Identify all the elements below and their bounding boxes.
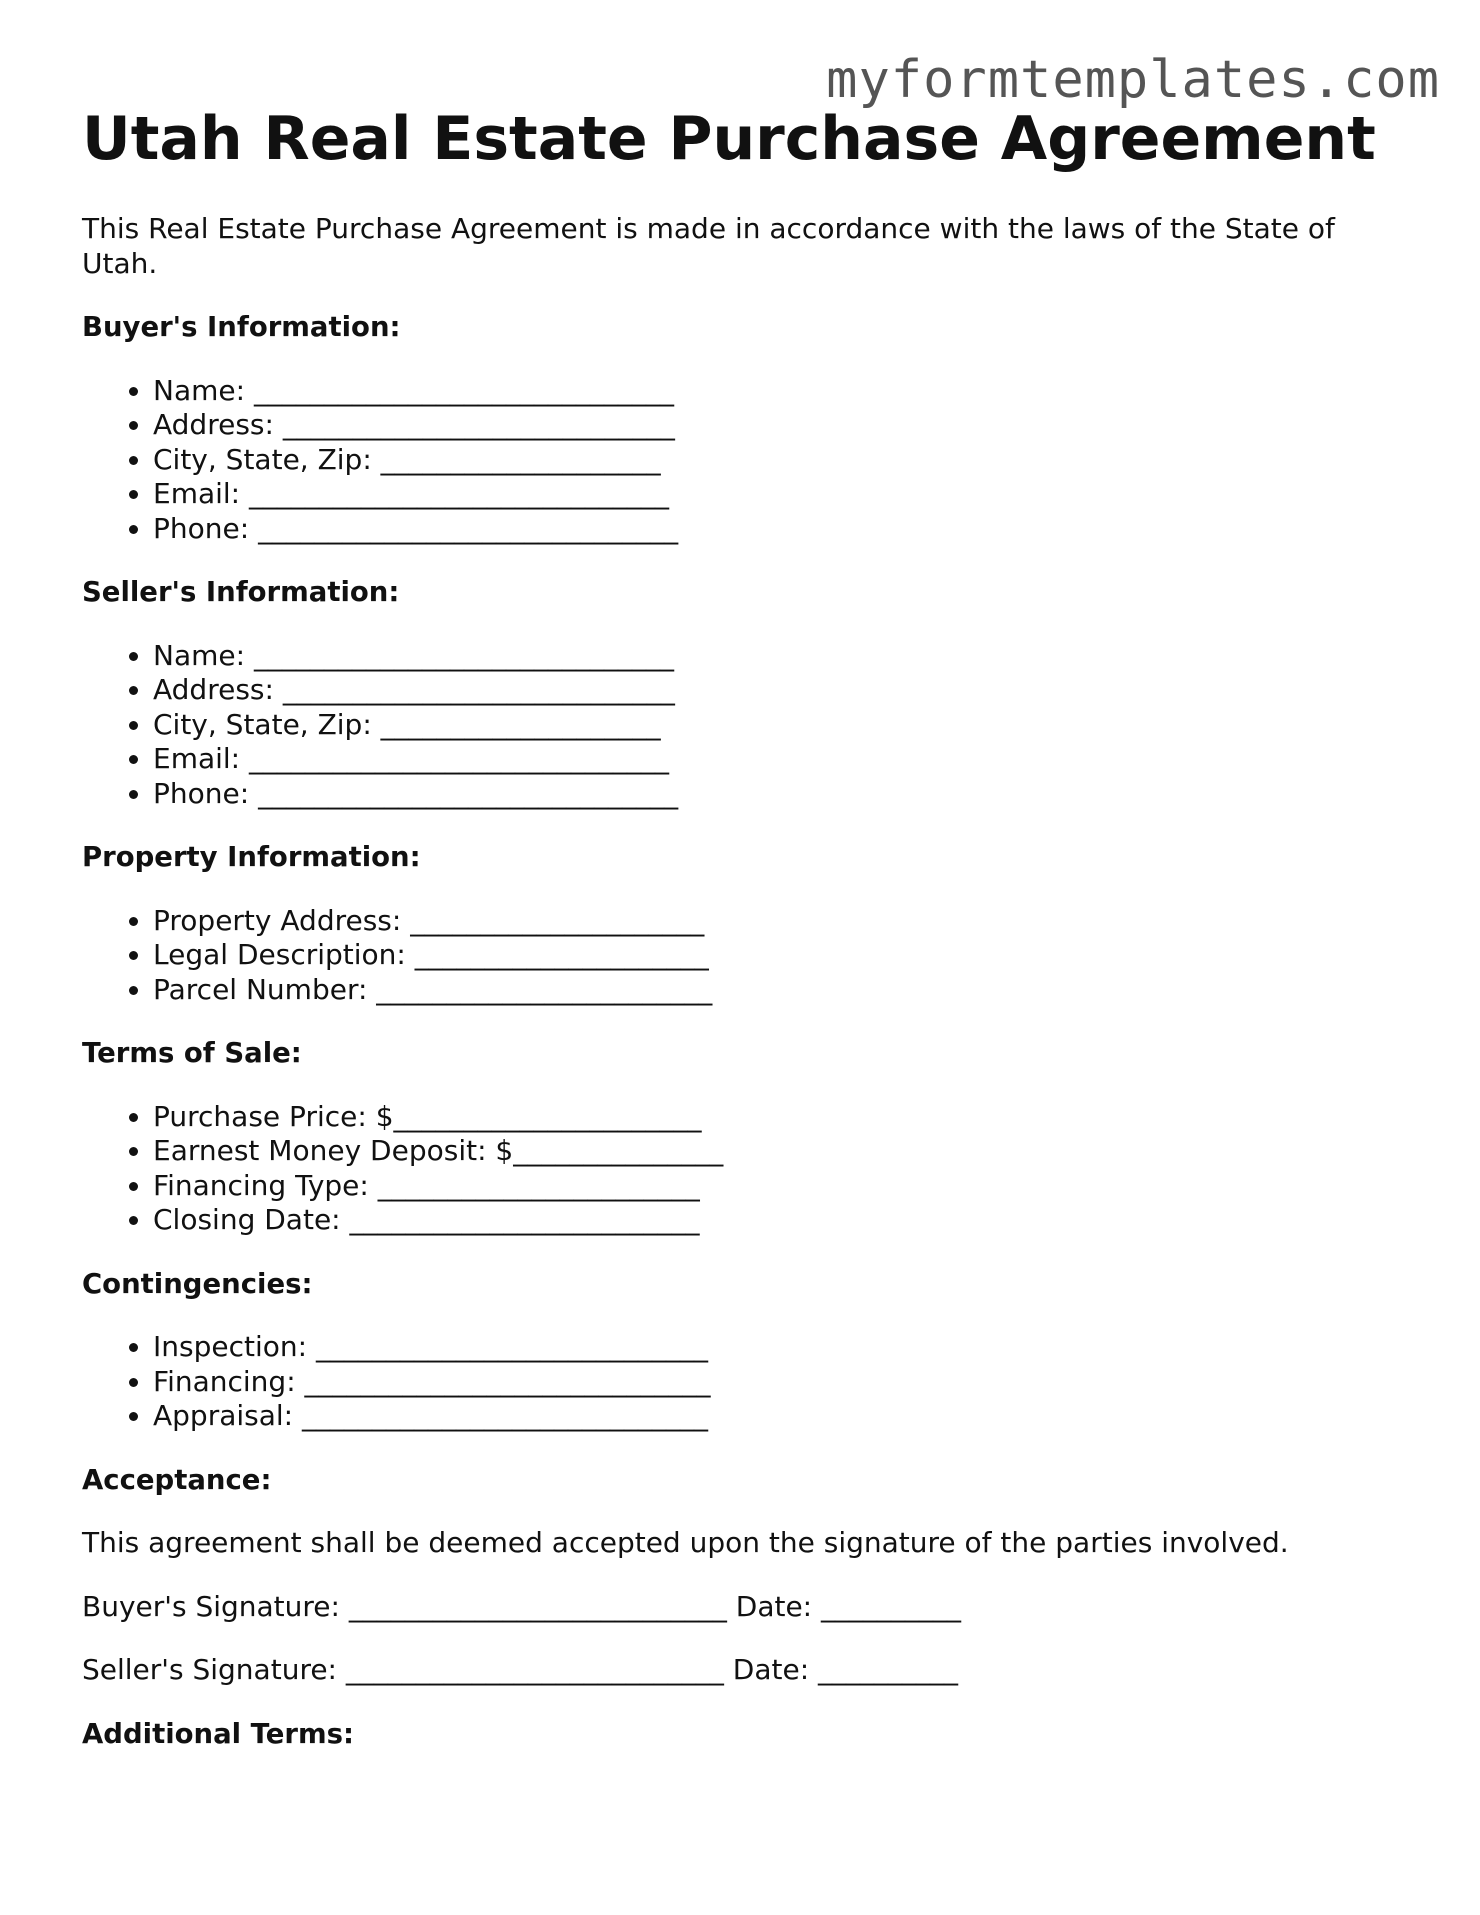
buyer-city-state-zip-field[interactable]: • City, State, Zip: ____________________ [153,443,1412,478]
seller-info-heading: Seller's Information: [82,576,400,608]
watermark: myformtemplates.com [826,50,1440,110]
buyer-email-field[interactable]: • Email: ______________________________ [153,477,1412,512]
seller-info-list [82,639,1412,812]
buyer-info-list [82,374,1412,547]
purchase-price-field[interactable]: • Purchase Price: $______________________ [153,1100,1412,1135]
seller-name-field[interactable]: • Name: ______________________________ [153,639,1412,674]
seller-city-state-zip-field[interactable]: • City, State, Zip: ____________________ [153,708,1412,743]
legal-description-field[interactable]: • Legal Description: _____________________ [153,938,1412,973]
seller-signature-line[interactable]: Seller's Signature: ___________________________ Date: __________ [82,1653,959,1686]
terms-of-sale-list [82,1100,1412,1238]
property-address-field[interactable]: • Property Address: _____________________ [153,904,1412,939]
buyer-signature-line[interactable]: Buyer's Signature: ___________________________ Date: __________ [82,1589,962,1623]
acceptance-heading: Acceptance: [82,1463,272,1496]
document-body [82,212,1412,1780]
property-info-list [82,904,1412,1008]
buyer-info-heading: Buyer's Information: [82,311,401,343]
additional-terms-heading: Additional Terms: [82,1717,355,1750]
contingencies-heading: Contingencies: [82,1267,313,1300]
financing-type-field[interactable]: • Financing Type: _______________________ [153,1169,1412,1204]
earnest-money-field[interactable]: • Earnest Money Deposit: $_______________ [153,1134,1412,1169]
seller-phone-field[interactable]: • Phone: ______________________________ [153,777,1412,812]
financing-contingency-field[interactable]: • Financing: _____________________________ [153,1365,1412,1400]
buyer-phone-field[interactable]: • Phone: ______________________________ [153,512,1412,547]
seller-email-field[interactable]: • Email: ______________________________ [153,742,1412,777]
document-title: Utah Real Estate Purchase Agreement [82,104,1376,174]
closing-date-field[interactable]: • Closing Date: _________________________ [153,1203,1412,1238]
acceptance-text: This agreement shall be deemed accepted upon the signature of the parties involved. [82,1526,1289,1559]
contingencies-list [82,1330,1412,1434]
buyer-name-field[interactable]: • Name: ______________________________ [153,374,1412,409]
parcel-number-field[interactable]: • Parcel Number: ________________________ [153,973,1412,1008]
seller-address-field[interactable]: • Address: ____________________________ [153,673,1412,708]
buyer-address-field[interactable]: • Address: ____________________________ [153,408,1412,443]
appraisal-field[interactable]: • Appraisal: _____________________________ [153,1399,1412,1434]
inspection-field[interactable]: • Inspection: ____________________________ [153,1330,1412,1365]
terms-of-sale-heading: Terms of Sale: [82,1037,302,1069]
property-info-heading: Property Information: [82,841,421,873]
intro-paragraph: This Real Estate Purchase Agreement is made in accordance with the laws of the State of Utah. [82,212,1335,280]
